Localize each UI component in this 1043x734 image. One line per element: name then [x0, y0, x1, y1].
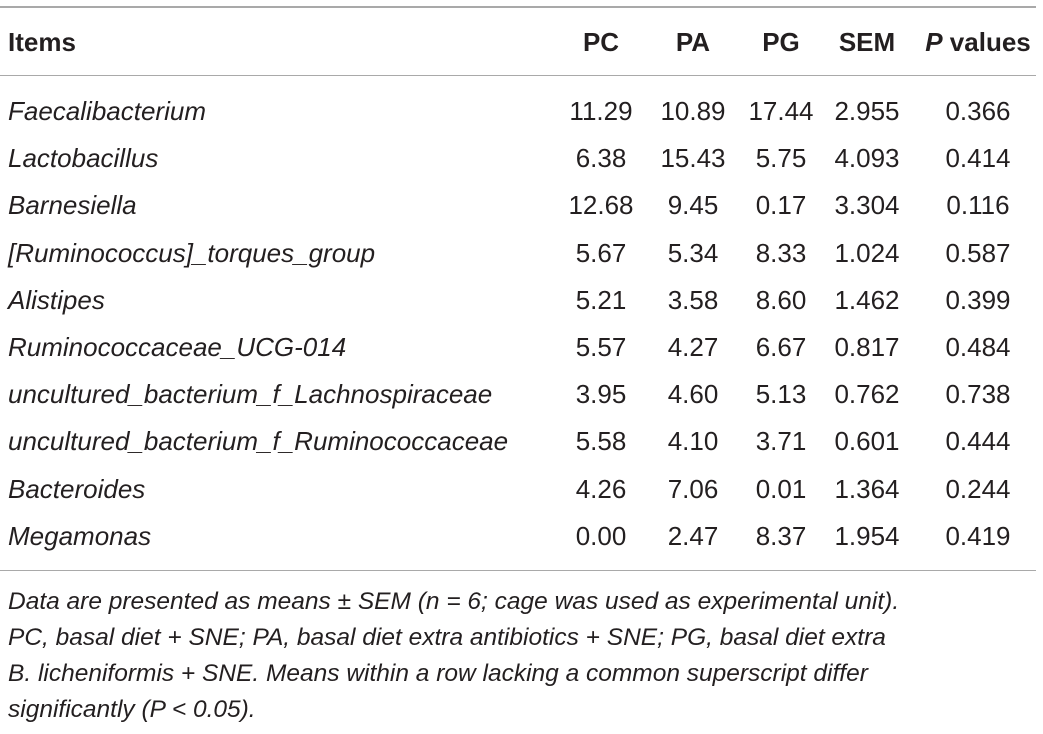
row-sem: 1.954: [834, 520, 900, 551]
table-row: [0, 135, 1043, 182]
row-p-value: 0.399: [945, 284, 1011, 315]
table-row: [0, 466, 1043, 513]
row-sem: 1.024: [834, 237, 900, 268]
row-item: Barnesiella: [8, 190, 137, 221]
table-footnote: [8, 584, 1036, 728]
row-pg: 5.13: [755, 379, 807, 410]
header-p-values: [914, 16, 1042, 68]
row-item: Bacteroides: [8, 473, 146, 504]
row-sem: 1.364: [834, 473, 900, 504]
row-pa: 10.89: [660, 96, 726, 126]
header-rule: [0, 75, 1036, 76]
table-row: [0, 371, 1043, 418]
row-pc: 6.38: [575, 143, 627, 174]
row-pc: 4.26: [575, 473, 627, 504]
row-item: Lactobacillus: [8, 143, 159, 174]
row-pc: 5.58: [575, 426, 627, 457]
bottom-rule: [0, 570, 1036, 571]
header-p-word: values: [942, 27, 1031, 57]
row-pa: 4.60: [667, 379, 719, 410]
top-rule: [0, 6, 1036, 8]
row-sem: 2.955: [834, 96, 900, 126]
row-sem: 0.601: [834, 426, 900, 457]
row-item: Ruminococcaceae_UCG-014: [8, 332, 347, 362]
row-p-value: 0.116: [946, 190, 1010, 221]
header-pg: PG: [762, 27, 800, 57]
footnote-line-4: significantly (P < 0.05).: [8, 696, 256, 723]
row-pg: 8.37: [755, 520, 807, 551]
row-pa: 5.34: [667, 237, 719, 268]
header-pa: PA: [675, 27, 711, 57]
row-pa: 2.47: [667, 520, 719, 551]
table-row: [0, 88, 1043, 135]
row-pc: 0.00: [575, 520, 627, 551]
row-pa: 7.06: [667, 473, 719, 504]
row-item: uncultured_bacterium_f_Ruminococcaceae: [8, 426, 509, 457]
row-sem: 0.817: [834, 332, 900, 362]
row-sem: 4.093: [834, 143, 900, 174]
table-row: [0, 182, 1043, 229]
row-item: Alistipes: [8, 284, 105, 315]
row-p-value: 0.244: [945, 473, 1011, 504]
row-sem: 3.304: [834, 190, 900, 221]
row-pg: 6.67: [755, 332, 807, 362]
row-item: uncultured_bacterium_f_Lachnospiraceae: [8, 379, 493, 410]
footnote-line-1: Data are presented as means ± SEM (n = 6; cage was used as experimental unit).: [8, 588, 900, 615]
row-pa: 9.45: [667, 190, 719, 221]
row-p-value: 0.414: [945, 143, 1011, 174]
row-pa: 3.58: [667, 284, 719, 315]
row-pg: 5.75: [755, 143, 807, 174]
table-row: [0, 513, 1043, 560]
table-row: [0, 230, 1043, 277]
row-p-value: 0.587: [945, 237, 1011, 268]
table-row: [0, 324, 1043, 371]
row-pg: 17.44: [748, 96, 814, 126]
row-p-value: 0.738: [945, 379, 1011, 410]
row-item: Megamonas: [8, 520, 152, 551]
row-pg: 8.33: [755, 237, 807, 268]
row-pg: 3.71: [755, 426, 807, 457]
row-pc: 11.29: [569, 96, 633, 126]
table-row: [0, 418, 1043, 465]
row-item: Faecalibacterium: [8, 96, 206, 126]
row-p-value: 0.419: [945, 520, 1011, 551]
row-p-value: 0.484: [945, 332, 1011, 362]
table-row: [0, 277, 1043, 324]
header-items: Items: [8, 27, 76, 57]
row-pa: 4.10: [667, 426, 719, 457]
header-sem: SEM: [838, 27, 896, 57]
row-item: [Ruminococcus]_torques_group: [8, 237, 376, 268]
row-pc: 12.68: [568, 190, 634, 221]
footnote-line-2: PC, basal diet + SNE; PA, basal diet extra antibiotics + SNE; PG, basal diet extra: [8, 624, 886, 651]
footnote-line-3: B. licheniformis + SNE. Means within a row lacking a common superscript differ: [8, 660, 868, 687]
row-pc: 5.21: [575, 284, 627, 315]
header-p-letter: P: [925, 27, 943, 57]
row-p-value: 0.366: [945, 96, 1011, 126]
row-pc: 3.95: [575, 379, 627, 410]
row-pg: 0.01: [755, 473, 807, 504]
row-pg: 8.60: [755, 284, 807, 315]
header-pc: PC: [582, 27, 620, 57]
row-pa: 4.27: [667, 332, 719, 362]
row-pc: 5.57: [575, 332, 627, 362]
row-p-value: 0.444: [945, 426, 1011, 457]
row-pa: 15.43: [660, 143, 726, 174]
table-header: [0, 16, 1043, 68]
row-pg: 0.17: [755, 190, 807, 221]
row-sem: 1.462: [834, 284, 900, 315]
row-sem: 0.762: [834, 379, 900, 410]
row-pc: 5.67: [575, 237, 627, 268]
